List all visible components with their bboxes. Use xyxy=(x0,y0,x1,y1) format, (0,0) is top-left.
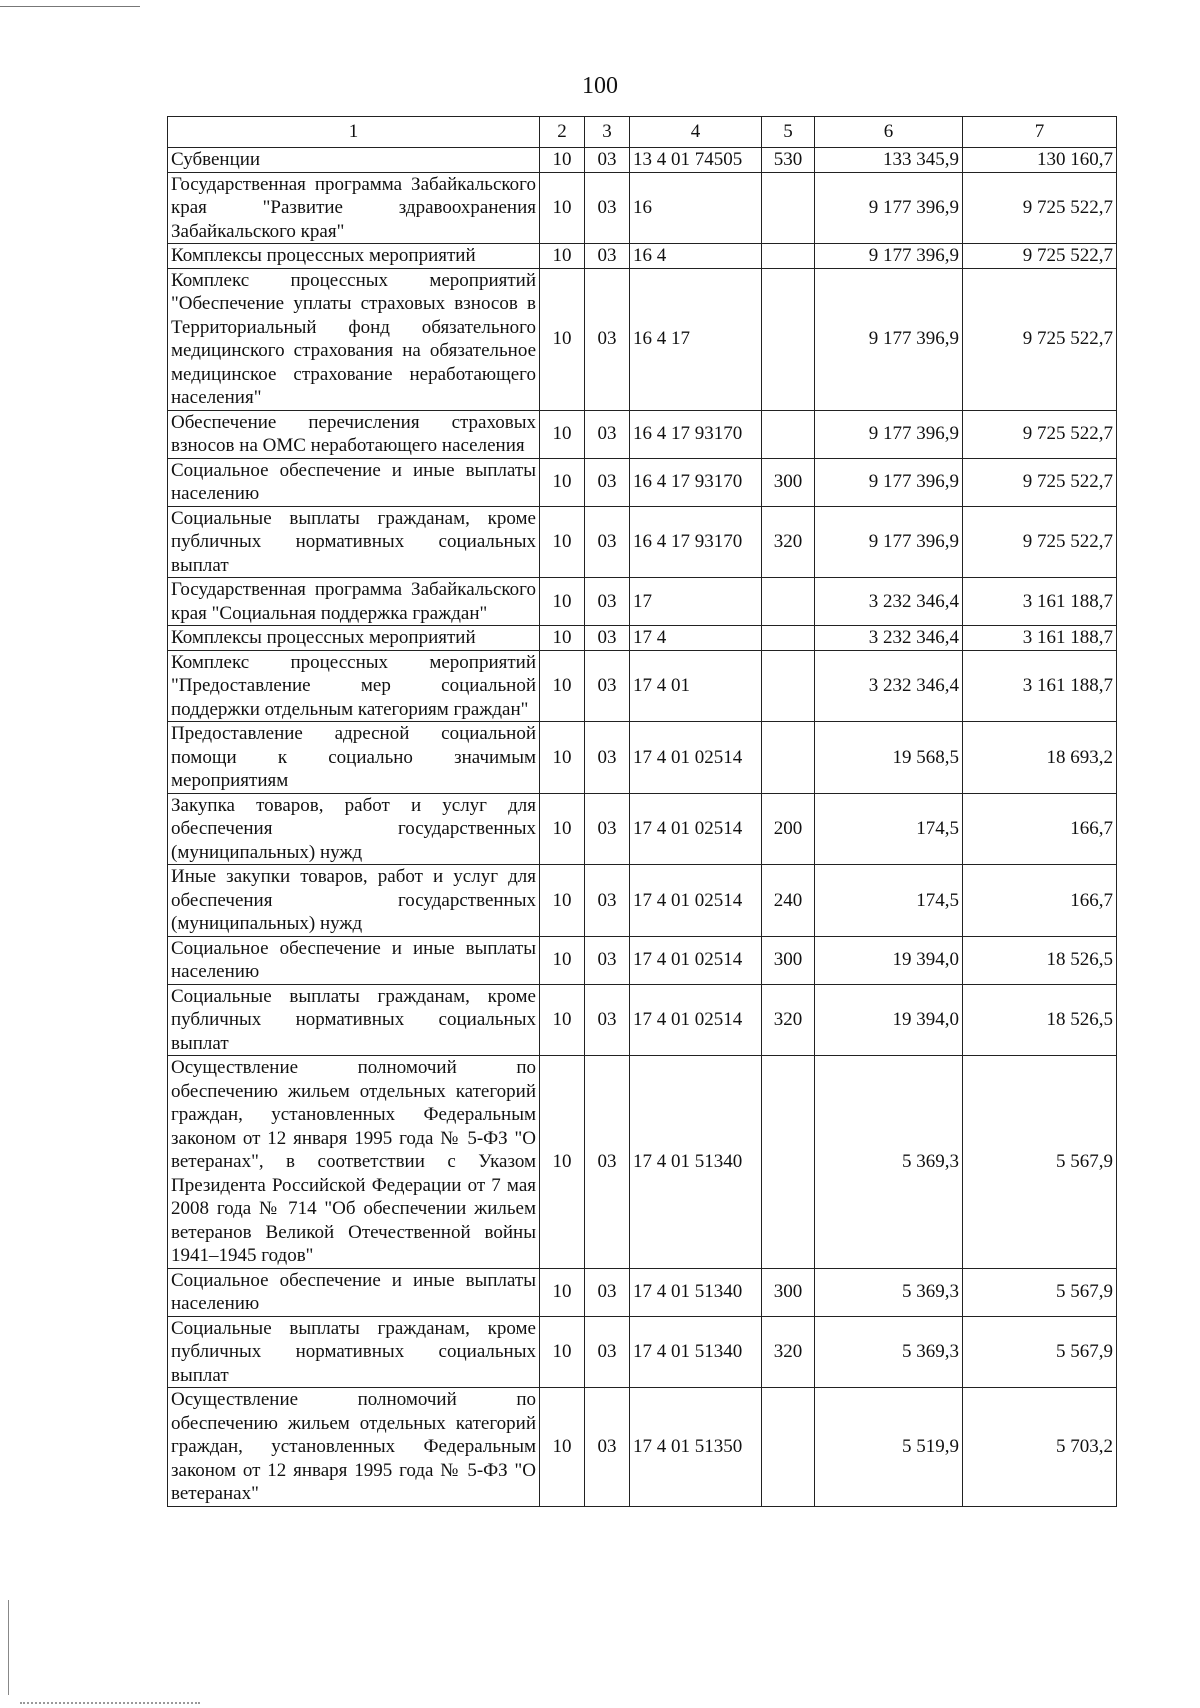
row-amount-year-1: 5 369,3 xyxy=(815,1316,963,1388)
scan-artifact-top xyxy=(0,6,140,7)
row-subsection: 03 xyxy=(585,148,630,173)
row-amount-year-2: 9 725 522,7 xyxy=(963,268,1117,410)
row-amount-year-2: 3 161 188,7 xyxy=(963,626,1117,651)
table-row xyxy=(168,172,1117,244)
row-subsection: 03 xyxy=(585,172,630,244)
row-name: Субвенции xyxy=(168,148,540,173)
row-subsection: 03 xyxy=(585,458,630,506)
row-name: Предоставление адресной социальной помощи к социально значимым мероприятиям xyxy=(168,722,540,794)
row-target-article: 17 4 01 02514 xyxy=(630,865,762,937)
row-section: 10 xyxy=(540,865,585,937)
row-subsection: 03 xyxy=(585,1388,630,1507)
row-expense-type xyxy=(762,1056,815,1269)
row-section: 10 xyxy=(540,458,585,506)
row-expense-type xyxy=(762,578,815,626)
table-row xyxy=(168,1316,1117,1388)
scan-artifact-left xyxy=(8,1600,9,1695)
table-row xyxy=(168,984,1117,1056)
row-target-article: 17 4 xyxy=(630,626,762,651)
row-name: Государственная программа Забайкальского края "Развитие здравоохранения Забайкальского края" xyxy=(168,172,540,244)
row-amount-year-2: 9 725 522,7 xyxy=(963,172,1117,244)
row-section: 10 xyxy=(540,1056,585,1269)
row-expense-type: 320 xyxy=(762,1316,815,1388)
row-section: 10 xyxy=(540,506,585,578)
table-row xyxy=(168,650,1117,722)
row-subsection: 03 xyxy=(585,650,630,722)
header-col-6: 6 xyxy=(815,117,963,148)
row-amount-year-2: 166,7 xyxy=(963,793,1117,865)
row-target-article: 17 4 01 02514 xyxy=(630,984,762,1056)
row-target-article: 17 4 01 02514 xyxy=(630,722,762,794)
row-amount-year-2: 5 567,9 xyxy=(963,1316,1117,1388)
row-amount-year-1: 9 177 396,9 xyxy=(815,172,963,244)
row-amount-year-2: 5 567,9 xyxy=(963,1268,1117,1316)
row-subsection: 03 xyxy=(585,865,630,937)
table-body xyxy=(168,148,1117,1507)
row-amount-year-1: 19 394,0 xyxy=(815,936,963,984)
row-expense-type: 200 xyxy=(762,793,815,865)
row-section: 10 xyxy=(540,936,585,984)
row-name: Комплекс процессных мероприятий "Предоставление мер социальной поддержки отдельным категориям граждан" xyxy=(168,650,540,722)
row-amount-year-2: 18 526,5 xyxy=(963,984,1117,1056)
table-row xyxy=(168,244,1117,269)
row-expense-type xyxy=(762,1388,815,1507)
row-amount-year-1: 5 369,3 xyxy=(815,1268,963,1316)
row-subsection: 03 xyxy=(585,1056,630,1269)
row-name: Комплексы процессных мероприятий xyxy=(168,244,540,269)
row-expense-type: 300 xyxy=(762,936,815,984)
row-expense-type xyxy=(762,268,815,410)
row-target-article: 16 4 17 93170 xyxy=(630,458,762,506)
row-amount-year-1: 9 177 396,9 xyxy=(815,268,963,410)
row-target-article: 16 4 17 xyxy=(630,268,762,410)
row-section: 10 xyxy=(540,650,585,722)
row-target-article: 17 4 01 02514 xyxy=(630,936,762,984)
table-row xyxy=(168,865,1117,937)
row-expense-type xyxy=(762,172,815,244)
table-row xyxy=(168,458,1117,506)
row-amount-year-2: 9 725 522,7 xyxy=(963,410,1117,458)
row-amount-year-1: 9 177 396,9 xyxy=(815,506,963,578)
table-row xyxy=(168,936,1117,984)
header-col-4: 4 xyxy=(630,117,762,148)
row-expense-type: 530 xyxy=(762,148,815,173)
row-expense-type xyxy=(762,410,815,458)
row-subsection: 03 xyxy=(585,936,630,984)
row-subsection: 03 xyxy=(585,626,630,651)
budget-table xyxy=(167,116,1117,1507)
row-subsection: 03 xyxy=(585,578,630,626)
row-amount-year-2: 18 526,5 xyxy=(963,936,1117,984)
table-row xyxy=(168,578,1117,626)
row-expense-type: 300 xyxy=(762,458,815,506)
row-target-article: 16 4 17 93170 xyxy=(630,410,762,458)
row-expense-type: 240 xyxy=(762,865,815,937)
row-target-article: 17 4 01 51340 xyxy=(630,1316,762,1388)
row-subsection: 03 xyxy=(585,984,630,1056)
row-amount-year-2: 3 161 188,7 xyxy=(963,650,1117,722)
row-name: Социальное обеспечение и иные выплаты населению xyxy=(168,458,540,506)
header-col-5: 5 xyxy=(762,117,815,148)
scan-artifact-bottom xyxy=(20,1702,200,1704)
table-row xyxy=(168,722,1117,794)
row-amount-year-1: 9 177 396,9 xyxy=(815,458,963,506)
row-expense-type xyxy=(762,244,815,269)
row-amount-year-1: 3 232 346,4 xyxy=(815,626,963,651)
row-name: Социальное обеспечение и иные выплаты населению xyxy=(168,936,540,984)
row-amount-year-1: 5 519,9 xyxy=(815,1388,963,1507)
row-subsection: 03 xyxy=(585,1316,630,1388)
row-section: 10 xyxy=(540,148,585,173)
row-name: Социальные выплаты гражданам, кроме публичных нормативных социальных выплат xyxy=(168,984,540,1056)
header-col-3: 3 xyxy=(585,117,630,148)
row-amount-year-2: 9 725 522,7 xyxy=(963,458,1117,506)
row-section: 10 xyxy=(540,578,585,626)
table-row xyxy=(168,268,1117,410)
row-target-article: 17 xyxy=(630,578,762,626)
table-header-row xyxy=(168,117,1117,148)
row-target-article: 17 4 01 xyxy=(630,650,762,722)
row-section: 10 xyxy=(540,410,585,458)
row-target-article: 17 4 01 51340 xyxy=(630,1268,762,1316)
row-amount-year-2: 5 703,2 xyxy=(963,1388,1117,1507)
row-section: 10 xyxy=(540,793,585,865)
header-col-7: 7 xyxy=(963,117,1117,148)
row-target-article: 16 4 xyxy=(630,244,762,269)
table-row xyxy=(168,1056,1117,1269)
row-amount-year-1: 174,5 xyxy=(815,865,963,937)
row-expense-type xyxy=(762,626,815,651)
row-subsection: 03 xyxy=(585,1268,630,1316)
row-name: Социальные выплаты гражданам, кроме публичных нормативных социальных выплат xyxy=(168,506,540,578)
row-amount-year-2: 18 693,2 xyxy=(963,722,1117,794)
row-expense-type: 300 xyxy=(762,1268,815,1316)
row-name: Государственная программа Забайкальского края "Социальная поддержка граждан" xyxy=(168,578,540,626)
row-name: Иные закупки товаров, работ и услуг для обеспечения государственных (муниципальных) нужд xyxy=(168,865,540,937)
row-amount-year-1: 174,5 xyxy=(815,793,963,865)
row-subsection: 03 xyxy=(585,793,630,865)
row-subsection: 03 xyxy=(585,506,630,578)
row-subsection: 03 xyxy=(585,410,630,458)
row-section: 10 xyxy=(540,244,585,269)
row-target-article: 17 4 01 51340 xyxy=(630,1056,762,1269)
header-col-1: 1 xyxy=(168,117,540,148)
row-name: Социальное обеспечение и иные выплаты населению xyxy=(168,1268,540,1316)
page-number: 100 xyxy=(582,73,618,99)
row-name: Осуществление полномочий по обеспечению жильем отдельных категорий граждан, установленных Федеральным законом от 12 января 1995 года № 5-ФЗ "О ветеранах" xyxy=(168,1388,540,1507)
row-amount-year-2: 166,7 xyxy=(963,865,1117,937)
row-expense-type: 320 xyxy=(762,984,815,1056)
row-amount-year-1: 19 568,5 xyxy=(815,722,963,794)
row-target-article: 16 4 17 93170 xyxy=(630,506,762,578)
table-row xyxy=(168,148,1117,173)
row-subsection: 03 xyxy=(585,244,630,269)
row-amount-year-1: 9 177 396,9 xyxy=(815,244,963,269)
row-name: Комплексы процессных мероприятий xyxy=(168,626,540,651)
row-name: Социальные выплаты гражданам, кроме публичных нормативных социальных выплат xyxy=(168,1316,540,1388)
row-name: Осуществление полномочий по обеспечению жильем отдельных категорий граждан, установленных Федеральным законом от 12 января 1995 года № 5-ФЗ "О ветеранах", в соответствии с Указом Президента Российской Федерации от 7 мая 2008 года № 714 "Об обеспечении жильем ветеранов Великой Отечественной войны 1941–1945 годов" xyxy=(168,1056,540,1269)
table-row xyxy=(168,1268,1117,1316)
row-expense-type: 320 xyxy=(762,506,815,578)
row-section: 10 xyxy=(540,1316,585,1388)
row-amount-year-2: 3 161 188,7 xyxy=(963,578,1117,626)
row-section: 10 xyxy=(540,172,585,244)
row-section: 10 xyxy=(540,984,585,1056)
table-row xyxy=(168,1388,1117,1507)
row-section: 10 xyxy=(540,1268,585,1316)
row-amount-year-1: 9 177 396,9 xyxy=(815,410,963,458)
row-section: 10 xyxy=(540,626,585,651)
table-row xyxy=(168,793,1117,865)
row-name: Обеспечение перечисления страховых взносов на ОМС неработающего населения xyxy=(168,410,540,458)
row-target-article: 13 4 01 74505 xyxy=(630,148,762,173)
row-amount-year-2: 9 725 522,7 xyxy=(963,244,1117,269)
row-target-article: 17 4 01 02514 xyxy=(630,793,762,865)
row-amount-year-1: 5 369,3 xyxy=(815,1056,963,1269)
row-section: 10 xyxy=(540,722,585,794)
row-section: 10 xyxy=(540,1388,585,1507)
row-expense-type xyxy=(762,650,815,722)
row-section: 10 xyxy=(540,268,585,410)
row-name: Комплекс процессных мероприятий "Обеспечение уплаты страховых взносов в Территориальный фонд обязательного медицинского страхования на обязательное медицинское страхование неработающего населения" xyxy=(168,268,540,410)
row-name: Закупка товаров, работ и услуг для обеспечения государственных (муниципальных) нужд xyxy=(168,793,540,865)
row-amount-year-1: 3 232 346,4 xyxy=(815,650,963,722)
table-row xyxy=(168,410,1117,458)
row-amount-year-2: 9 725 522,7 xyxy=(963,506,1117,578)
row-amount-year-1: 3 232 346,4 xyxy=(815,578,963,626)
row-amount-year-1: 133 345,9 xyxy=(815,148,963,173)
row-subsection: 03 xyxy=(585,722,630,794)
table-row xyxy=(168,626,1117,651)
row-subsection: 03 xyxy=(585,268,630,410)
table-row xyxy=(168,506,1117,578)
row-amount-year-1: 19 394,0 xyxy=(815,984,963,1056)
row-amount-year-2: 130 160,7 xyxy=(963,148,1117,173)
row-expense-type xyxy=(762,722,815,794)
row-amount-year-2: 5 567,9 xyxy=(963,1056,1117,1269)
row-target-article: 16 xyxy=(630,172,762,244)
row-target-article: 17 4 01 51350 xyxy=(630,1388,762,1507)
header-col-2: 2 xyxy=(540,117,585,148)
